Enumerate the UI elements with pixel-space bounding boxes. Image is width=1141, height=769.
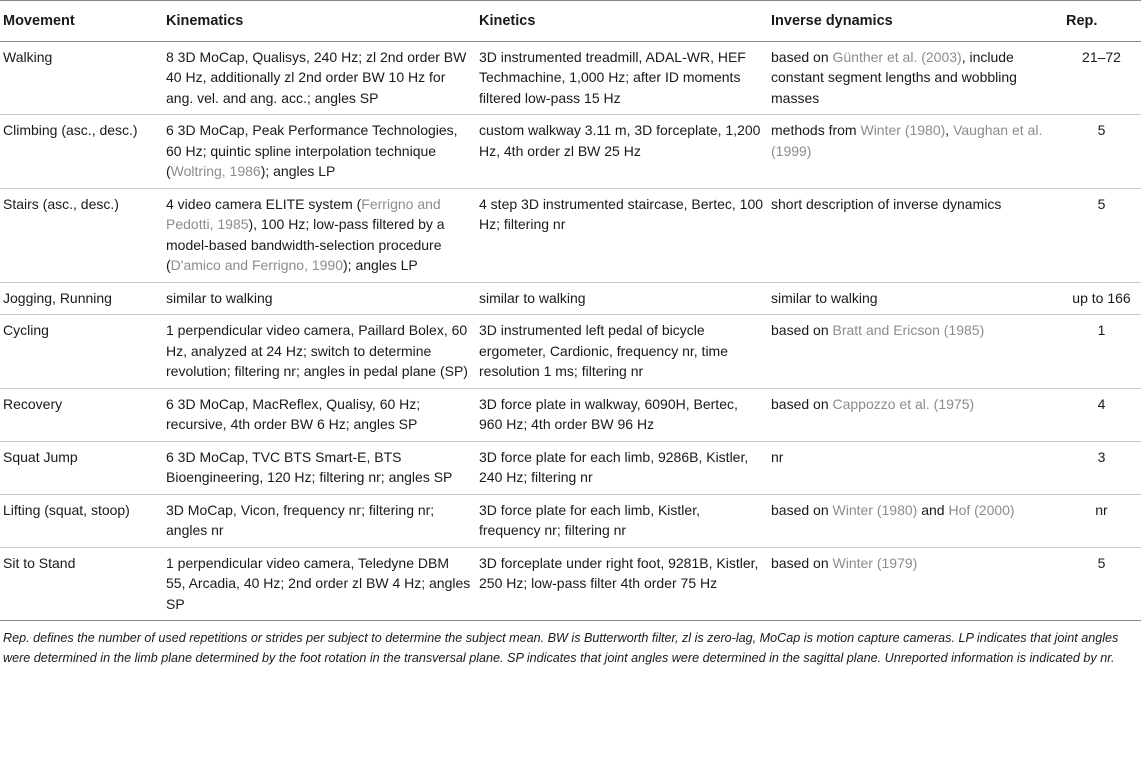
cell-kinetics bbox=[476, 115, 768, 189]
cell-kinematics bbox=[163, 282, 476, 315]
cell-rep: 5 bbox=[1063, 115, 1141, 189]
cell-kinetics bbox=[476, 188, 768, 282]
cell-kinetics bbox=[476, 41, 768, 115]
cell-text: 6 3D MoCap, Peak Performance Technologies, 60 Hz; quintic spline interpolation technique ( bbox=[166, 122, 458, 179]
cell-inverse-dynamics bbox=[768, 441, 1063, 494]
cell-kinetics bbox=[476, 494, 768, 547]
cell-movement: Walking bbox=[0, 41, 163, 115]
table-row bbox=[0, 388, 1141, 441]
cell-movement: Stairs (asc., desc.) bbox=[0, 188, 163, 282]
citation-link[interactable]: Winter (1980) bbox=[860, 122, 946, 138]
cell-movement: Sit to Stand bbox=[0, 547, 163, 621]
cell-text: , bbox=[945, 122, 954, 138]
table-body bbox=[0, 41, 1141, 621]
cell-text: based on bbox=[771, 322, 833, 338]
cell-inverse-dynamics bbox=[768, 282, 1063, 315]
table-row bbox=[0, 547, 1141, 621]
cell-kinetics bbox=[476, 315, 768, 389]
cell-text: 1 perpendicular video camera, Teledyne DBM 55, Arcadia, 40 Hz; 2nd order zl BW 4 Hz; angles SP bbox=[166, 554, 471, 612]
cell-movement: Cycling bbox=[0, 315, 163, 389]
cell-kinetics bbox=[476, 441, 768, 494]
cell-movement: Squat Jump bbox=[0, 441, 163, 494]
cell-text: based on bbox=[771, 554, 833, 571]
cell-kinematics bbox=[163, 115, 476, 189]
cell-kinematics bbox=[163, 441, 476, 494]
table-row bbox=[0, 315, 1141, 389]
cell-text: methods from bbox=[771, 122, 861, 138]
cell-text: similar to walking bbox=[166, 289, 273, 306]
cell-text: , include constant segment lengths and wobbling masses bbox=[771, 48, 1017, 106]
cell-movement: Lifting (squat, stoop) bbox=[0, 494, 163, 547]
cell-text: custom walkway 3.11 m, 3D forceplate, 1,200 Hz, 4th order zl BW 25 Hz bbox=[479, 122, 761, 159]
citation-link[interactable]: D'amico and Ferrigno, 1990 bbox=[170, 257, 343, 273]
cell-text: 3D instrumented left pedal of bicycle ergometer, Cardionic, frequency nr, time resolution 1 ms; filtering nr bbox=[479, 322, 729, 379]
cell-text: based on bbox=[771, 48, 833, 65]
cell-inverse-dynamics bbox=[768, 547, 1063, 621]
cell-text: 8 3D MoCap, Qualisys, 240 Hz; zl 2nd order BW 40 Hz, additionally zl 2nd order BW 10 Hz for ang. vel. and ang. acc.; angles SP bbox=[166, 48, 467, 106]
cell-rep: nr bbox=[1063, 494, 1141, 547]
cell-text: similar to walking bbox=[771, 289, 878, 306]
cell-text: ); angles LP bbox=[343, 257, 418, 273]
cell-kinematics bbox=[163, 494, 476, 547]
citation-link[interactable]: Winter (1979) bbox=[832, 554, 918, 571]
cell-text: based on bbox=[771, 501, 833, 518]
cell-rep: 5 bbox=[1063, 188, 1141, 282]
cell-text: ); angles LP bbox=[260, 163, 336, 179]
cell-text: 3D forceplate under right foot, 9281B, Kistler, 250 Hz; low-pass filter 4th order 75 Hz bbox=[479, 554, 759, 591]
table-row bbox=[0, 494, 1141, 547]
table-row bbox=[0, 441, 1141, 494]
cell-text: based on bbox=[771, 395, 833, 412]
cell-inverse-dynamics bbox=[768, 115, 1063, 189]
header-kinetics: Kinetics bbox=[476, 1, 768, 42]
cell-text: 4 step 3D instrumented staircase, Bertec, 100 Hz; filtering nr bbox=[479, 195, 764, 232]
table-row bbox=[0, 188, 1141, 282]
cell-text: 4 video camera ELITE system ( bbox=[166, 195, 362, 212]
cell-text: 3D force plate for each limb, Kistler, frequency nr; filtering nr bbox=[479, 501, 700, 538]
cell-kinematics bbox=[163, 315, 476, 389]
cell-text: 1 perpendicular video camera, Paillard Bolex, 60 Hz, analyzed at 24 Hz; switch to determine revolution; filtering nr; angles in pedal plane (SP) bbox=[166, 322, 468, 379]
citation-link[interactable]: Hof (2000) bbox=[948, 501, 1015, 518]
cell-kinetics bbox=[476, 282, 768, 315]
cell-text: 3D instrumented treadmill, ADAL-WR, HEF Techmachine, 1,000 Hz; after ID moments filtered low-pass 15 Hz bbox=[479, 48, 746, 106]
cell-kinetics bbox=[476, 547, 768, 621]
citation-link[interactable]: Winter (1980) bbox=[832, 501, 918, 518]
cell-inverse-dynamics bbox=[768, 494, 1063, 547]
cell-rep: 4 bbox=[1063, 388, 1141, 441]
header-rep: Rep. bbox=[1063, 1, 1141, 42]
cell-inverse-dynamics bbox=[768, 388, 1063, 441]
cell-text: short description of inverse dynamics bbox=[771, 195, 1002, 212]
cell-text: 3D force plate in walkway, 6090H, Bertec, 960 Hz; 4th order BW 96 Hz bbox=[479, 395, 738, 432]
header-inverse-dynamics: Inverse dynamics bbox=[768, 1, 1063, 42]
citation-link[interactable]: Bratt and Ericson (1985) bbox=[832, 322, 985, 338]
cell-rep: 1 bbox=[1063, 315, 1141, 389]
table-row bbox=[0, 282, 1141, 315]
cell-rep: 3 bbox=[1063, 441, 1141, 494]
cell-kinematics bbox=[163, 41, 476, 115]
cell-text: 3D MoCap, Vicon, frequency nr; filtering nr; angles nr bbox=[166, 501, 435, 538]
cell-kinetics bbox=[476, 388, 768, 441]
cell-text: 3D force plate for each limb, 9286B, Kistler, 240 Hz; filtering nr bbox=[479, 448, 749, 485]
cell-text: ), 100 Hz; low-pass filtered by a model-based bandwidth-selection procedure ( bbox=[166, 216, 445, 273]
citation-link[interactable]: Ferrigno and Pedotti, 1985 bbox=[166, 195, 441, 232]
header-kinematics: Kinematics bbox=[163, 1, 476, 42]
cell-movement: Recovery bbox=[0, 388, 163, 441]
citation-link[interactable]: Günther et al. (2003) bbox=[832, 48, 962, 65]
cell-text: similar to walking bbox=[479, 289, 586, 306]
cell-text: nr bbox=[771, 448, 784, 465]
cell-rep: 5 bbox=[1063, 547, 1141, 621]
cell-text: and bbox=[917, 501, 949, 518]
table-footnote: Rep. defines the number of used repetitions or strides per subject to determine the subject mean. BW is Butterworth filter, zl is zero-lag, MoCap is motion capture cameras. LP indicates that joint angles were determined in the limb plane determined by the foot rotation in the transversal plane. SP indicates that joint angles were determined in the sagittal plane. Unreported information is indicated by nr. bbox=[3, 631, 1119, 665]
cell-kinematics bbox=[163, 388, 476, 441]
cell-inverse-dynamics bbox=[768, 41, 1063, 115]
table-row bbox=[0, 115, 1141, 189]
cell-text: 6 3D MoCap, MacReflex, Qualisy, 60 Hz; recursive, 4th order BW 6 Hz; angles SP bbox=[166, 395, 421, 432]
cell-rep: up to 166 bbox=[1063, 282, 1141, 315]
cell-inverse-dynamics bbox=[768, 315, 1063, 389]
citation-link[interactable]: Cappozzo et al. (1975) bbox=[832, 395, 975, 412]
header-movement: Movement bbox=[0, 1, 163, 42]
header-row bbox=[0, 1, 1141, 42]
cell-kinematics bbox=[163, 547, 476, 621]
cell-rep: 21–72 bbox=[1063, 41, 1141, 115]
cell-movement: Climbing (asc., desc.) bbox=[0, 115, 163, 189]
table-row bbox=[0, 41, 1141, 115]
citation-link[interactable]: Woltring, 1986 bbox=[170, 163, 261, 179]
cell-inverse-dynamics bbox=[768, 188, 1063, 282]
cell-text: 6 3D MoCap, TVC BTS Smart-E, BTS Bioengineering, 120 Hz; filtering nr; angles SP bbox=[166, 448, 453, 485]
cell-movement: Jogging, Running bbox=[0, 282, 163, 315]
citation-link[interactable]: Vaughan et al. (1999) bbox=[771, 122, 1043, 159]
cell-kinematics bbox=[163, 188, 476, 282]
